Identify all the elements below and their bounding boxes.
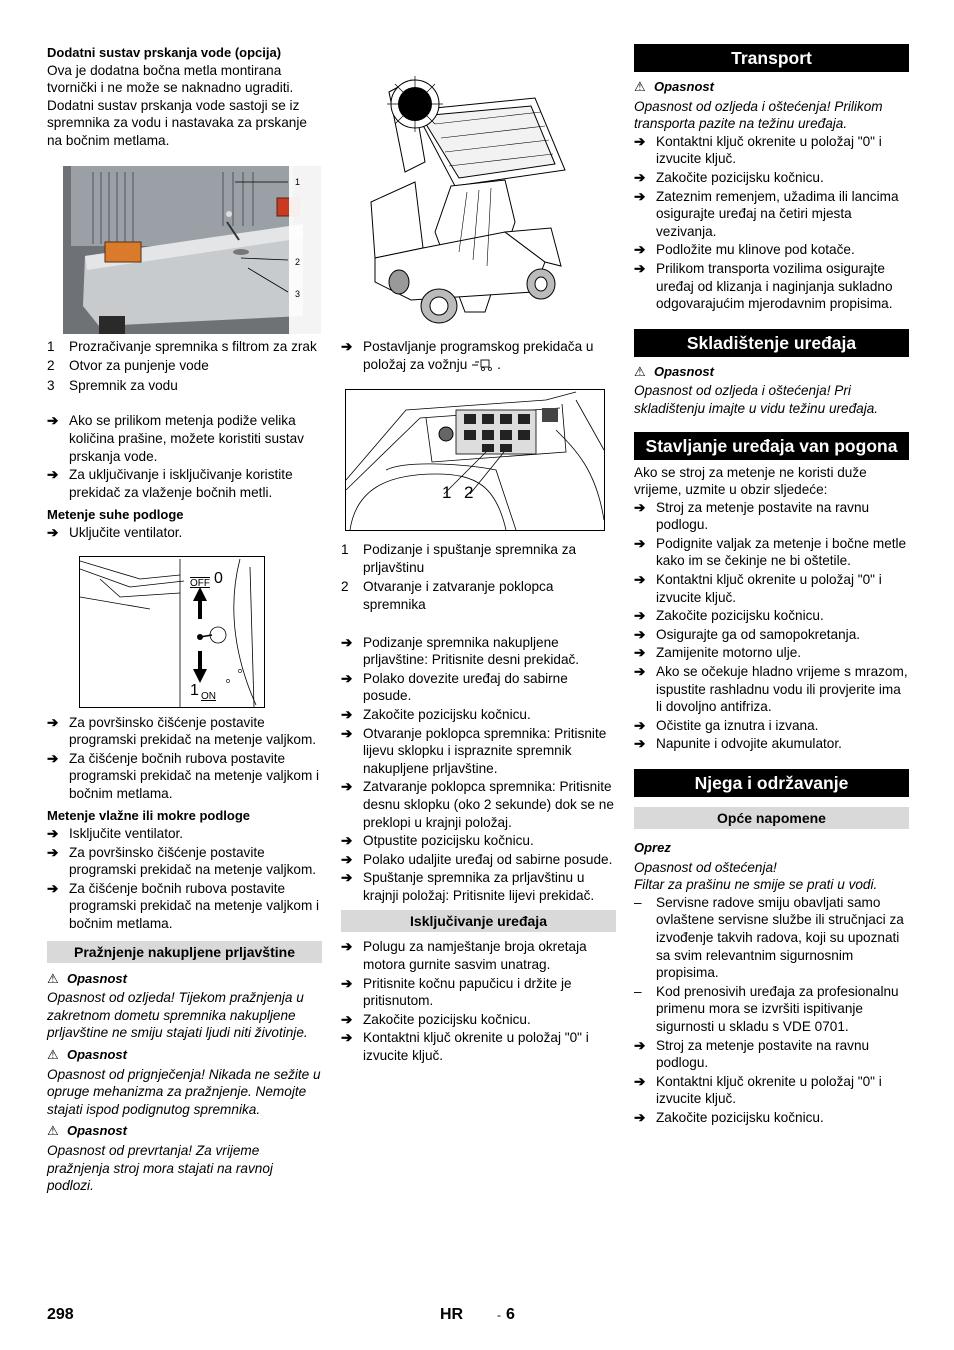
water-spray-title: Dodatni sustav prskanja vode (opcija) (47, 45, 282, 60)
column-3 (634, 44, 909, 1127)
instruction: ➔ Kontaktni ključ okrenite u položaj "0" i izvucite ključ. (634, 1073, 909, 1108)
switch-on-label: ON (201, 690, 216, 702)
instruction: ➔ Pritisnite kočnu papučicu i držite je pritisnutom. (341, 975, 616, 1010)
sweeper-dumping-figure (355, 52, 575, 324)
legend-item: 3 Spremnik za vodu (47, 377, 178, 393)
instruction: ➔ Ako se očekuje hladno vrijeme s mrazom, ispustite rashladnu vodu ili provjerite ima li dovoljno antifriza. (634, 663, 909, 716)
instruction: ➔ Za čišćenje bočnih rubova postavite programski prekidač na metenje valjkom i bočnim metlama. (47, 880, 322, 933)
instruction: ➔ Kontaktni ključ okrenite u položaj "0" i izvucite ključ. (634, 133, 909, 168)
section-page-number: 6 (506, 1306, 515, 1323)
instruction: ➔ Za čišćenje bočnih rubova postavite programski prekidač na metenje valjkom i bočnim metlama. (47, 750, 322, 803)
photo-label-3: 3 (295, 288, 301, 299)
instruction: ➔ Zakočite pozicijsku kočnicu. (634, 169, 909, 187)
page-footer (47, 1306, 909, 1330)
warning-icon: ⚠ (634, 79, 646, 94)
instruction: ➔ Postavljanje programskog prekidača u položaj za vožnju . (341, 338, 616, 373)
instruction: ➔ Otvaranje poklopca spremnika: Pritisnite lijevu sklopku i ispraznite spremnik nakupljene prljavštine. (341, 725, 616, 778)
general-notes-title: Opće napomene (634, 807, 909, 829)
section-emptying-title: Pražnjenje nakupljene prljavštine (47, 941, 322, 963)
transport-instructions (634, 133, 909, 313)
water-spray-instructions (47, 412, 322, 501)
instruction: ➔ Stroj za metenje postavite na ravnu podlogu. (634, 1037, 909, 1072)
warning-text: Opasnost od prevrtanja! Za vrijeme pražnjenja stroj mora stajati na ravnoj podlozi. (47, 1142, 273, 1194)
instruction: ➔ Podizanje spremnika nakupljene prljavštine: Pritisnite desni prekidač. (341, 634, 616, 669)
dry-sweeping-title: Metenje suhe podloge (47, 507, 184, 523)
dry-sweeping-instructions (47, 714, 322, 803)
fan-switch-illustration (80, 557, 264, 707)
control-panel-legend (341, 541, 616, 613)
instruction: ➔ Zatvaranje poklopca spremnika: Pritisnite desnu sklopku (oko 2 sekunde) dok se ne preklopi u krajnji položaj. (341, 778, 616, 831)
legend-item: 1 Podizanje i spuštanje spremnika za prljavštinu (341, 542, 577, 575)
emptying-instructions (341, 634, 616, 905)
instruction: ➔ Zamijenite motorno ulje. (634, 644, 909, 662)
instruction: ➔ Zakočite pozicijsku kočnicu. (634, 1109, 909, 1127)
instruction: ➔ Očistite ga iznutra i izvana. (634, 717, 909, 735)
instruction: ➔ Napunite i odvojite akumulator. (634, 735, 909, 753)
instruction: ➔ Polako dovezite uređaj do sabirne posude. (341, 670, 616, 705)
instruction: ➔ Isključite ventilator. (47, 825, 322, 843)
wet-sweeping-title: Metenje vlažne ili mokre podloge (47, 808, 250, 824)
control-panel-figure (345, 389, 605, 531)
warning-text: Opasnost od prignječenja! Nikada ne sežite u opruge mehanizma za pražnjenje. Nemojte stajati ispod podignutog spremnika. (47, 1066, 321, 1117)
decommission-instructions (634, 499, 909, 753)
instruction: ➔ Podložite mu klinove pod kotače. (634, 241, 909, 259)
instruction: ➔ Zakočite pozicijsku kočnicu. (341, 1011, 616, 1029)
instruction: ➔ Zakočite pozicijsku kočnicu. (341, 706, 616, 724)
instruction: ➔ Spuštanje spremnika za prljavštinu u krajnji položaj: Pritisnite lijevi prekidač. (341, 869, 616, 904)
panel-label-2: 2 (464, 483, 474, 503)
panel-label-1: 1 (442, 483, 452, 503)
column-1 (47, 44, 322, 1195)
section-storage-title: Skladištenje uređaja (634, 329, 909, 357)
water-tank-photo (63, 166, 321, 334)
language-code: HR (440, 1306, 464, 1323)
warning-icon: ⚠ (47, 1123, 59, 1139)
instruction: ➔ Prilikom transporta vozilima osigurajte uređaj od klizanja i naginjanja sukladno odgovarajućim mjerodavnim propisima. (634, 260, 909, 313)
warning-heading: ⚠ Opasnost (634, 79, 714, 94)
column-2 (341, 44, 616, 1065)
decommission-intro: Ako se stroj za metenje ne koristi duže vrijeme, uzmite u obzir sljedeće: (634, 464, 867, 498)
instruction: ➔ Ako se prilikom metenja podiže velika količina prašine, možete koristiti sustav prskanja vode. (47, 412, 322, 465)
legend-item: 2 Otvaranje i zatvaranje poklopca spremnika (341, 579, 554, 612)
section-decommission-title: Stavljanje uređaja van pogona (634, 432, 909, 460)
switch-off-label: OFF (190, 577, 210, 589)
instruction: ➔ Osigurajte ga od samopokretanja. (634, 626, 909, 644)
travel-mode-icon (471, 359, 497, 371)
warning-icon: ⚠ (634, 363, 646, 379)
instruction: ➔ Polugu za namještanje broja okretaja motora gurnite sasvim unatrag. (341, 938, 616, 973)
caution-text: Opasnost od oštećenja! (634, 859, 777, 875)
legend-item: 1 Prozračivanje spremnika s filtrom za zrak (47, 338, 317, 354)
section-transport-title: Transport (634, 44, 909, 72)
warning-heading: ⚠ Opasnost (634, 363, 714, 379)
instruction: ➔ Za površinsko čišćenje postavite programski prekidač na metenje valjkom. (47, 714, 322, 749)
warning-text: Opasnost od ozljeda i oštećenja! Pri skladištenju imajte u vidu težinu uređaja. (634, 383, 879, 416)
shutdown-instructions (341, 938, 616, 1064)
fan-switch-figure (79, 556, 265, 708)
instruction: ➔ Podignite valjak za metenje i bočne metle kako im se čekinje ne bi oštetile. (634, 535, 909, 570)
water-tank-legend (47, 338, 322, 395)
water-tank-illustration (63, 166, 321, 334)
instruction: ➔ Kontaktni ključ okrenite u položaj "0" i izvucite ključ. (634, 571, 909, 606)
warning-text: Opasnost od ozljeda! Tijekom pražnjenja u zakretnom dometu spremnika nakupljene prljavštine ne smiju stajati ljudi niti životinje. (47, 990, 308, 1041)
instruction: ➔ Zateznim remenjem, užadima ili lancima osigurajte uređaj na četiri mjesta vezivanja. (634, 188, 909, 241)
instruction: ➔ Uključite ventilator. (47, 524, 322, 542)
warning-heading: ⚠ Opasnost (47, 970, 127, 986)
instruction: ➔ Za uključivanje i isključivanje koristite prekidač za vlaženje bočnih metli. (47, 466, 322, 501)
instruction: ➔ Stroj za metenje postavite na ravnu podlogu. (634, 499, 909, 534)
section-separator: - (497, 1308, 501, 1322)
photo-label-1: 1 (295, 176, 301, 187)
photo-label-2: 2 (295, 256, 301, 267)
warning-icon: ⚠ (47, 970, 59, 986)
care-notes (634, 894, 909, 1036)
warning-text: Opasnost od ozljeda i oštećenja! Prilikom transporta pazite na težinu uređaja. (634, 98, 883, 132)
instruction: ➔ Kontaktni ključ okrenite u položaj "0" i izvucite ključ. (341, 1029, 616, 1064)
section-shutdown-title: Isključivanje uređaja (341, 910, 616, 932)
note-item: – Servisne radove smiju obavljati samo ovlaštene servisne službe ili stručnjaci za izvođenje takvih radova, koji su upoznati sa svim relevantnim sigurnosnim propisima. (634, 894, 909, 982)
switch-off-number: 0 (214, 569, 223, 587)
instruction: ➔ Otpustite pozicijsku kočnicu. (341, 832, 616, 850)
wet-sweeping-instructions (47, 825, 322, 933)
water-spray-text: Ova je dodatna bočna metla montirana tvornički i ne može se naknadno ugraditi. Dodatni sustav prskanja vode sastoji se iz spremnika za vodu i nastavaka za prskanje na bočnim metlama. (47, 62, 307, 148)
instruction: ➔ Za površinsko čišćenje postavite programski prekidač na metenje valjkom. (47, 844, 322, 879)
section-care-title: Njega i održavanje (634, 769, 909, 797)
instruction: ➔ Polako udaljite uređaj od sabirne posude. (341, 851, 616, 869)
instruction: ➔ Zakočite pozicijsku kočnicu. (634, 607, 909, 625)
switch-on-number: 1 (190, 681, 199, 699)
warning-icon: ⚠ (47, 1047, 59, 1062)
warning-heading: ⚠ Opasnost (47, 1047, 127, 1062)
legend-item: 2 Otvor za punjenje vode (47, 358, 209, 374)
control-panel-illustration (346, 390, 604, 530)
sweeper-dumping-illustration (355, 52, 575, 324)
care-instructions (634, 1037, 909, 1127)
note-item: – Kod prenosivih uređaja za profesionalnu primenu mora se izvršiti ispitivanje sigurnosti u skladu s VDE 0701. (634, 983, 909, 1036)
page-number: 298 (47, 1306, 74, 1323)
caution-heading: Oprez (634, 840, 671, 855)
caution-text: Filtar za prašinu ne smije se prati u vodi. (634, 877, 878, 893)
warning-heading: ⚠ Opasnost (47, 1123, 127, 1139)
